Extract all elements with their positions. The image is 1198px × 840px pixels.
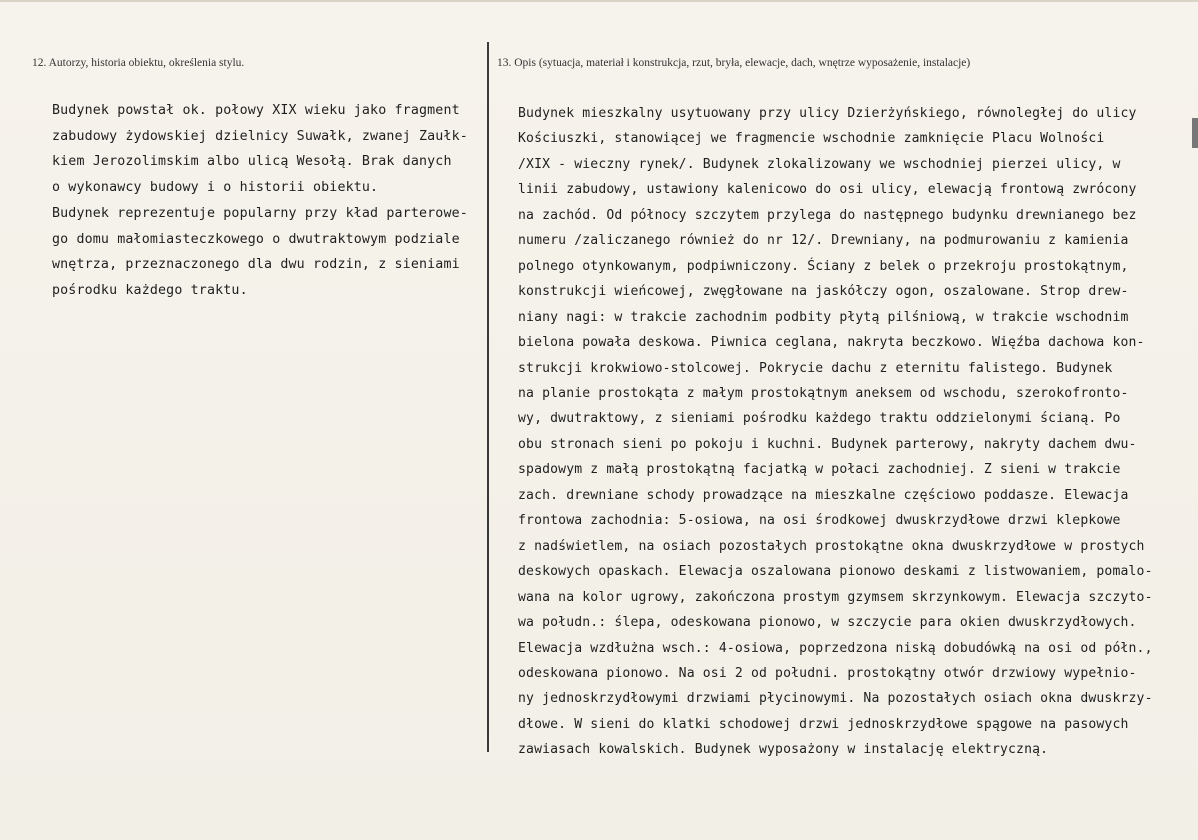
description-line: polnego otynkowanym, podpiwniczony. Ściany z belek o przekroju prostokątnym,: [518, 258, 1129, 274]
description-line: frontowa zachodnia: 5-osiowa, na osi środkowej dwuskrzydłowe drzwi klepkowe: [518, 513, 1121, 529]
description-line: konstrukcji wieńcowej, zwęgłowane na jaskółczy ogon, oszalowane. Strop drew-: [518, 284, 1129, 300]
description-line: numeru /zaliczanego również do nr 12/. Drewniany, na podmurowaniu z kamienia: [518, 233, 1129, 249]
description-line: wana na kolor ugrowy, zakończona prostym gzymsem skrzynkowym. Elewacja szczyto-: [518, 589, 1153, 605]
section-13-heading: 13. Opis (sytuacja, materiał i konstrukcja, rzut, bryła, elewacje, dach, wnętrze wyposażenie, instalacje): [497, 57, 971, 69]
description-line: odeskowana pionowo. Na osi 2 od południ. prostokątny otwór drzwiowy wypełnio-: [518, 665, 1137, 681]
history-line: wnętrza, przeznaczonego dla dwu rodzin, z sieniami: [52, 257, 460, 273]
description-line: strukcji krokwiowo-stolcowej. Pokrycie dachu z eternitu falistego. Budynek: [518, 360, 1113, 376]
description-line: niany nagi: w trakcie zachodnim podbity płytą pilśniową, w trakcie wschodnim: [518, 309, 1129, 325]
description-line: Budynek mieszkalny usytuowany przy ulicy Dzierżyńskiego, równoległej do ulicy: [518, 106, 1137, 121]
section-12-heading: 12. Autorzy, historia obiektu, określenia stylu.: [32, 57, 245, 69]
description-line: dłowe. W sieni do klatki schodowej drzwi jednoskrzydłowe spągowe na pasowych: [518, 716, 1129, 732]
description-line: z nadświetlem, na osiach pozostałych prostokątne okna dwuskrzydłowe w prostych: [518, 538, 1145, 554]
history-line: Budynek powstał ok. połowy XIX wieku jako fragment: [52, 103, 460, 118]
top-edge: [0, 0, 1198, 2]
description-text-block: [518, 101, 1158, 763]
description-line: linii zabudowy, ustawiony kalenicowo do osi ulicy, elewacją frontową zwrócony: [518, 182, 1137, 198]
description-line: obu stronach sieni po pokoju i kuchni. Budynek parterowy, nakryty dachem dwu-: [518, 436, 1137, 452]
description-line: /XIX - wieczny rynek/. Budynek zlokalizowany we wschodniej pierzei ulicy, w: [518, 156, 1121, 172]
description-line: na zachód. Od północy szczytem przylega do następnego budynku drewnianego bez: [518, 207, 1137, 223]
description-line: ny jednoskrzydłowymi drzwiami płycinowymi. Na pozostałych osiach okna dwuskrzy-: [518, 691, 1153, 707]
description-line: spadowym z małą prostokątną facjatką w połaci zachodniej. Z sieni w trakcie: [518, 462, 1121, 478]
column-divider: [487, 42, 489, 752]
description-line: zach. drewniane schody prowadzące na mieszkalne częściowo poddasze. Elewacja: [518, 487, 1129, 503]
description-line: Kościuszki, stanowiącej we fragmencie wschodnie zamknięcie Placu Wolności: [518, 131, 1105, 147]
description-line: Elewacja wzdłużna wsch.: 4-osiowa, poprzedzona niską dobudówką na osi od półn.,: [518, 640, 1153, 656]
history-line: Budynek reprezentuje popularny przy kład parterowe-: [52, 205, 468, 221]
edge-mark: [1192, 118, 1198, 148]
description-line: bielona powała deskowa. Piwnica ceglana, nakryta beczkowo. Więźba dachowa kon-: [518, 335, 1145, 351]
description-line: zawiasach kowalskich. Budynek wyposażony w instalację elektryczną.: [518, 742, 1049, 758]
history-line: kiem Jerozolimskim albo ulicą Wesołą. Brak danych: [52, 154, 452, 170]
description-line: wa połudn.: ślepa, odeskowana pionowo, w szczycie para okien dwuskrzydłowych.: [518, 615, 1137, 631]
history-line: o wykonawcy budowy i o historii obiektu.: [52, 180, 379, 196]
history-line: zabudowy żydowskiej dzielnicy Suwałk, zwanej Zaułk-: [52, 128, 468, 144]
description-line: na planie prostokąta z małym prostokątnym aneksem od wschodu, szerokofronto-: [518, 385, 1129, 401]
history-line: pośrodku każdego traktu.: [52, 282, 248, 298]
history-line: go domu małomiasteczkowego o dwutraktowym podziale: [52, 231, 460, 247]
description-line: deskowych opaskach. Elewacja oszalowana pionowo deskami z listwowaniem, pomalo-: [518, 564, 1153, 580]
history-text-block: [52, 98, 482, 304]
description-line: wy, dwutraktowy, z sieniami pośrodku każdego traktu oddzielonymi ścianą. Po: [518, 411, 1121, 427]
